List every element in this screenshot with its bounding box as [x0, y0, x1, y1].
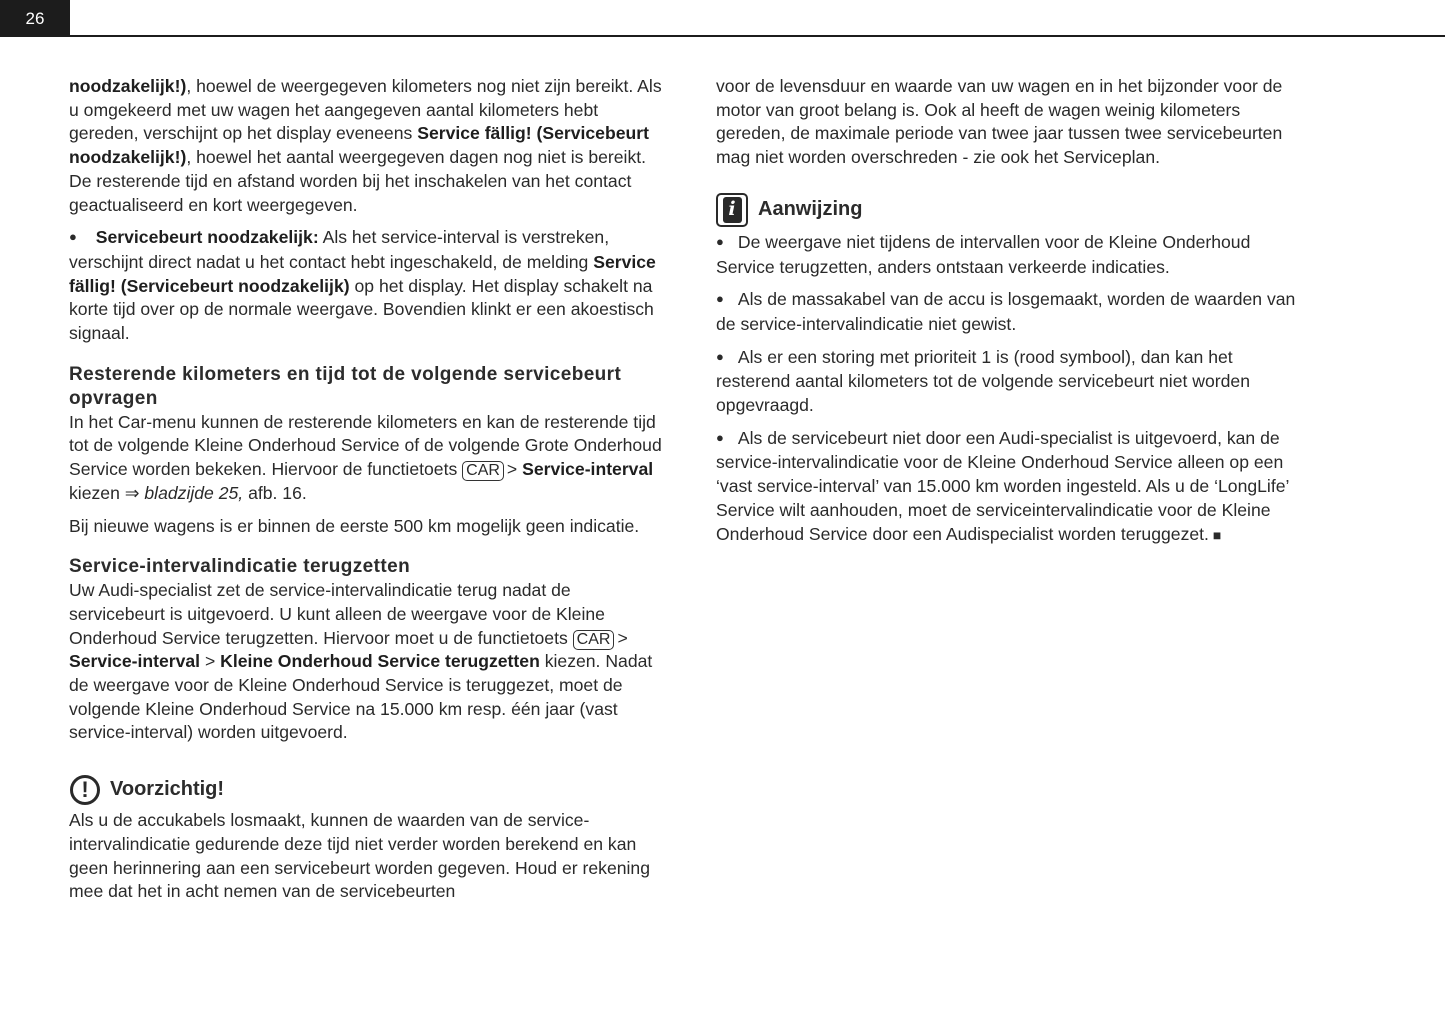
paragraph — [69, 75, 669, 217]
bold-text: noodzakelijk!) — [69, 76, 187, 96]
page-header — [0, 0, 1445, 37]
text: Als het service-interval is verstreken, verschijnt direct nadat u het contact hebt ingeschakeld, de melding — [69, 227, 610, 272]
page-number: 26 — [0, 0, 70, 37]
paragraph: voor de levensduur en waarde van uw wagen en in het bijzonder voor de motor van groot belang is. Ook al heeft de wagen weinig kilometers gereden, de maximale periode van twee jaar tussen twee servicebeurten mag niet worden overschreden - zie ook het Serviceplan. — [716, 76, 1283, 168]
arrow-icon: ⇒ — [124, 482, 140, 503]
warning-icon: ! — [70, 775, 100, 805]
car-key: CAR — [462, 461, 504, 481]
text: Uw Audi-specialist zet de service-intervalindicatie terug nadat de servicebeurt is uitgevoerd. U kunt alleen de weergave voor de Kleine Onderhoud Service terugzetten. Hiervoor moet u de functietoets — [69, 580, 605, 648]
text: > — [200, 651, 221, 672]
warning-header — [69, 775, 669, 805]
text: kiezen — [69, 482, 125, 503]
right-column — [716, 75, 1308, 547]
warning-text: Als u de accukabels losmaakt, kunnen de waarden van de serviceintervalindicatie gedurende deze tijd niet verder worden berekend en kan geen herinnering aan een servicebeurt worden gegeven. Houd er rekening mee dat het in acht nemen van de servicebeurten — [69, 810, 650, 902]
info-glyph: i — [723, 197, 742, 223]
text: op het display. Het display schakelt na korte tijd over op de normale weergave. Bovendien klinkt er een akoestisch signaal. — [69, 275, 654, 344]
notice-header — [716, 193, 1308, 227]
paragraph — [69, 579, 669, 745]
info-icon — [716, 193, 748, 227]
warning-title: Voorzichtig! — [110, 778, 225, 801]
text: afb. 16. — [243, 482, 307, 503]
text: > — [506, 459, 523, 480]
bold-text: Service-interval — [522, 459, 654, 480]
paragraph: Bij nieuwe wagens is er binnen de eerste 500 km mogelijk geen indicatie. — [69, 515, 640, 536]
section-heading: Resterende kilometers en tijd tot de volgende servicebeurt opvragen — [69, 363, 622, 409]
notice-bullet: ● Als de massakabel van de accu is losgemaakt, worden de waarden van de service-intervalindicatie niet gewist. — [716, 288, 1308, 336]
bold-text: Service fällig! (Servicebeurt noodzakelijk!) — [69, 123, 649, 168]
header-rule — [70, 35, 1445, 37]
text: , hoewel het aantal weergegeven dagen nog niet is bereikt. De resterende tijd en afstand worden bij het inschakelen van het contact geactualiseerd en kort weergegeven. — [69, 147, 647, 215]
cross-reference-link[interactable]: bladzijde 25, — [139, 482, 244, 503]
notice-bullet: ● Als de servicebeurt niet door een Audi-specialist is uitgevoerd, kan de service-intervalindicatie voor de Kleine Onderhoud Service alleen op een ‘vast service-interval’ van 15.000 km worden ingesteld. Als u de ‘LongLife’ Service wilt aanhouden, moet de serviceintervalindicatie voor de Kleine Onderhoud Service door een Audispecialist worden teruggezet. ■ — [716, 427, 1308, 548]
bold-text: Servicebeurt noodzakelijk: — [95, 227, 319, 248]
paragraph — [69, 411, 669, 506]
notice-bullet: ● De weergave niet tijdens de intervallen voor de Kleine Onderhoud Service terugzetten, anders ontstaan verkeerde indicaties. — [716, 231, 1308, 279]
bold-text: Service-interval — [69, 651, 201, 672]
section-heading: Service-intervalindicatie terugzetten — [69, 556, 411, 578]
text: > — [617, 627, 628, 648]
bold-text: Kleine Onderhoud Service terugzetten — [220, 651, 540, 672]
car-key: CAR — [573, 630, 615, 650]
text: kiezen. Nadat de weergave voor de Kleine Onderhoud Service is teruggezet, moet de volgende Kleine Onderhoud Service na 15.000 km resp. één jaar (vast service-interval) worden uitgevoerd. — [69, 651, 653, 743]
notice-title: Aanwijzing — [758, 197, 863, 220]
bold-text: Service fällig! (Servicebeurt noodzakelijk) — [69, 251, 656, 296]
bullet-paragraph — [69, 226, 669, 346]
text: , hoewel de weergegeven kilometers nog niet zijn bereikt. Als u omgekeerd met uw wagen het aangegeven aantal kilometers hebt gereden, verschijnt op het display eveneens — [69, 76, 662, 144]
left-column — [69, 75, 669, 904]
text: In het Car-menu kunnen de resterende kilometers en kan de resterende tijd tot de volgende Kleine Onderhoud Service of de volgende Grote Onderhoud Service worden bekeken. Hiervoor de functietoets — [69, 411, 662, 480]
notice-bullet: ● Als er een storing met prioriteit 1 is (rood symbool), dan kan het resterend aantal kilometers tot de volgende servicebeurt niet worden opgevraagd. — [716, 346, 1308, 418]
